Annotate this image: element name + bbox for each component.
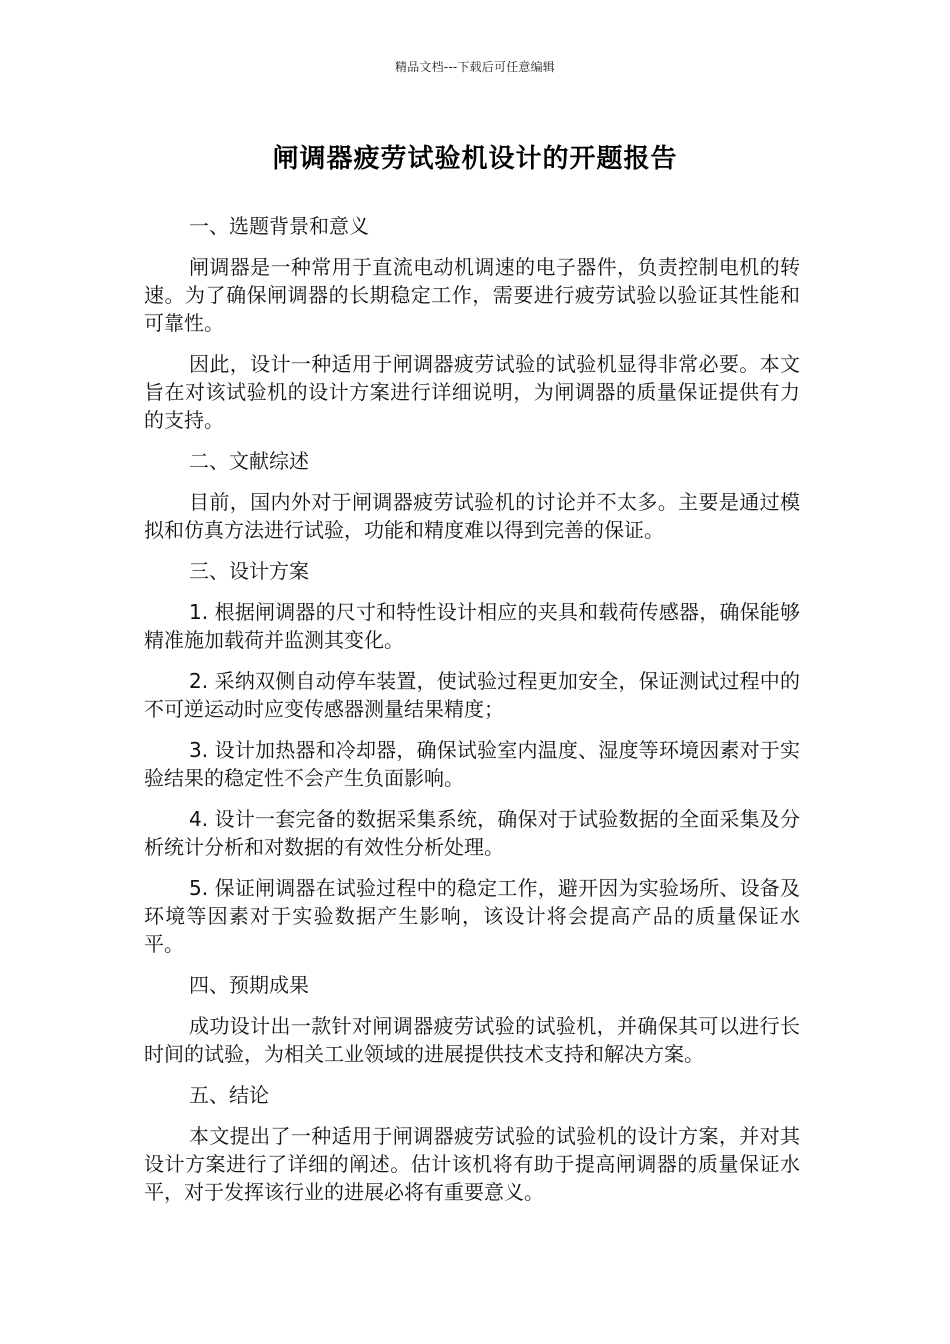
paragraph: 因此，设计一种适用于闸调器疲劳试验的试验机显得非常必要。本文旨在对该试验机的设计方案进行详细说明，为闸调器的质量保证提供有力的支持。 [144,352,800,432]
document-title: 闸调器疲劳试验机设计的开题报告 [272,144,678,174]
paragraph: 闸调器是一种常用于直流电动机调速的电子器件，负责控制电机的转速。为了确保闸调器的长期稳定工作，需要进行疲劳试验以验证其性能和可靠性。 [144,255,800,335]
list-item: 3. 设计加热器和冷却器，确保试验室内温度、湿度等环境因素对于实验结果的稳定性不会产生负面影响。 [144,738,800,790]
list-item: 5. 保证闸调器在试验过程中的稳定工作，避开因为实验场所、设备及环境等因素对于实验数据产生影响，该设计将会提高产品的质量保证水平。 [144,876,800,956]
section-heading-expected-results: 四、预期成果 [189,973,309,997]
list-item: 4. 设计一套完备的数据采集系统，确保对于试验数据的全面采集及分析统计分析和对数据的有效性分析处理。 [144,807,800,859]
header-note: 精品文档---下载后可任意编辑 [395,60,555,74]
section-heading-design: 三、设计方案 [189,559,309,583]
section-heading-conclusion: 五、结论 [189,1083,269,1107]
paragraph: 成功设计出一款针对闸调器疲劳试验的试验机，并确保其可以进行长时间的试验，为相关工业领域的进展提供技术支持和解决方案。 [144,1014,800,1066]
list-item: 2. 采纳双侧自动停车装置，使试验过程更加安全，保证测试过程中的不可逆运动时应变传感器测量结果精度； [144,669,800,721]
paragraph: 本文提出了一种适用于闸调器疲劳试验的试验机的设计方案，并对其设计方案进行了详细的阐述。估计该机将有助于提高闸调器的质量保证水平，对于发挥该行业的进展必将有重要意义。 [144,1124,800,1204]
paragraph: 目前，国内外对于闸调器疲劳试验机的讨论并不太多。主要是通过模拟和仿真方法进行试验，功能和精度难以得到完善的保证。 [144,490,800,542]
document-body [144,212,800,1219]
list-item: 1. 根据闸调器的尺寸和特性设计相应的夹具和载荷传感器，确保能够精准施加载荷并监测其变化。 [144,600,800,652]
section-heading-background: 一、选题背景和意义 [189,214,369,238]
section-heading-literature: 二、文献综述 [189,449,309,473]
